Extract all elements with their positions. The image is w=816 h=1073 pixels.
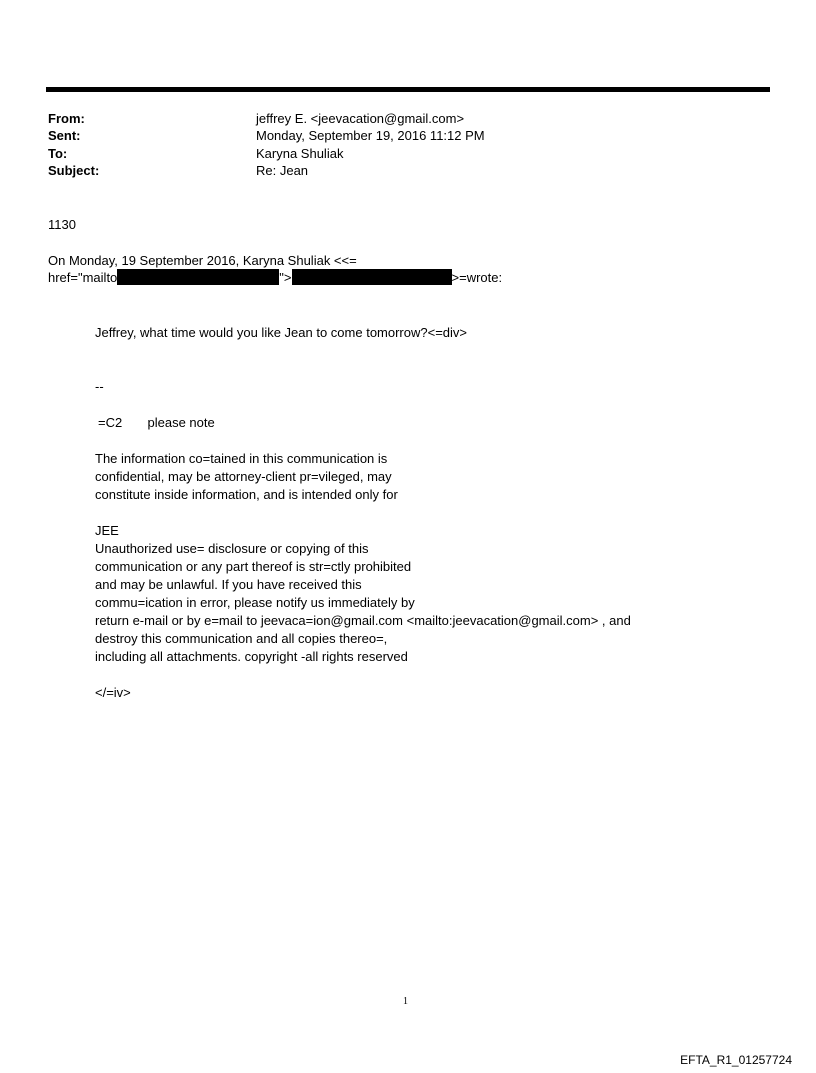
to-label: To: bbox=[48, 146, 68, 161]
question-text: Jeffrey, what time would you like Jean to come tomorrow?<=div> bbox=[95, 325, 468, 340]
sent-value: Monday, September 19, 2016 11:12 PM bbox=[256, 128, 485, 143]
from-label: From: bbox=[48, 111, 85, 126]
to-value: Karyna Shuliak bbox=[256, 146, 344, 161]
disclaimer-line: communication or any part thereof is str=ctly prohibited bbox=[95, 559, 412, 574]
page-number: 1 bbox=[403, 996, 408, 1007]
disclaimer-line: including all attachments. copyright -all rights reserved bbox=[95, 649, 408, 664]
reply-text: 1130 bbox=[48, 217, 76, 232]
redaction-bar bbox=[292, 269, 452, 285]
confidential-line: The information co=tained in this communication is bbox=[95, 451, 388, 466]
disclaimer-line: destroy this communication and all copies thereo=, bbox=[95, 631, 388, 646]
sent-label: Sent: bbox=[48, 128, 81, 143]
quote-intro-line-2 bbox=[48, 269, 502, 287]
disclaimer-line: Unauthorized use= disclosure or copying of this bbox=[95, 541, 369, 556]
note-text bbox=[98, 414, 215, 432]
confidential-line: constitute inside information, and is intended only for bbox=[95, 487, 398, 502]
confidential-line: confidential, may be attorney-client pr=vileged, may bbox=[95, 469, 392, 484]
quote-href-prefix: href="mailto bbox=[48, 270, 118, 285]
from-value: jeffrey E. <jeevacation@gmail.com> bbox=[256, 111, 465, 126]
header-rule bbox=[46, 87, 770, 92]
document-id: EFTA_R1_01257724 bbox=[680, 1053, 792, 1067]
redaction-bar bbox=[117, 269, 279, 285]
signature-initials: JEE bbox=[95, 523, 119, 538]
quote-href-close: "> bbox=[279, 270, 292, 285]
subject-value: Re: Jean bbox=[256, 163, 309, 178]
signature-separator: -- bbox=[95, 379, 104, 394]
note-content: =C2 please note bbox=[98, 415, 215, 430]
closing-tag: </=iv> bbox=[95, 685, 131, 700]
disclaimer-line: and may be unlawful. If you have received this bbox=[95, 577, 362, 592]
quote-wrote: >=wrote: bbox=[451, 270, 503, 285]
quote-intro-line-1: On Monday, 19 September 2016, Karyna Shuliak <<= bbox=[48, 253, 357, 268]
disclaimer-line: return e-mail or by e=mail to jeevaca=ion@gmail.com <mailto:jeevacation@gmail.com> , and bbox=[95, 613, 631, 628]
disclaimer-line: commu=ication in error, please notify us immediately by bbox=[95, 595, 415, 610]
subject-label: Subject: bbox=[48, 163, 100, 178]
